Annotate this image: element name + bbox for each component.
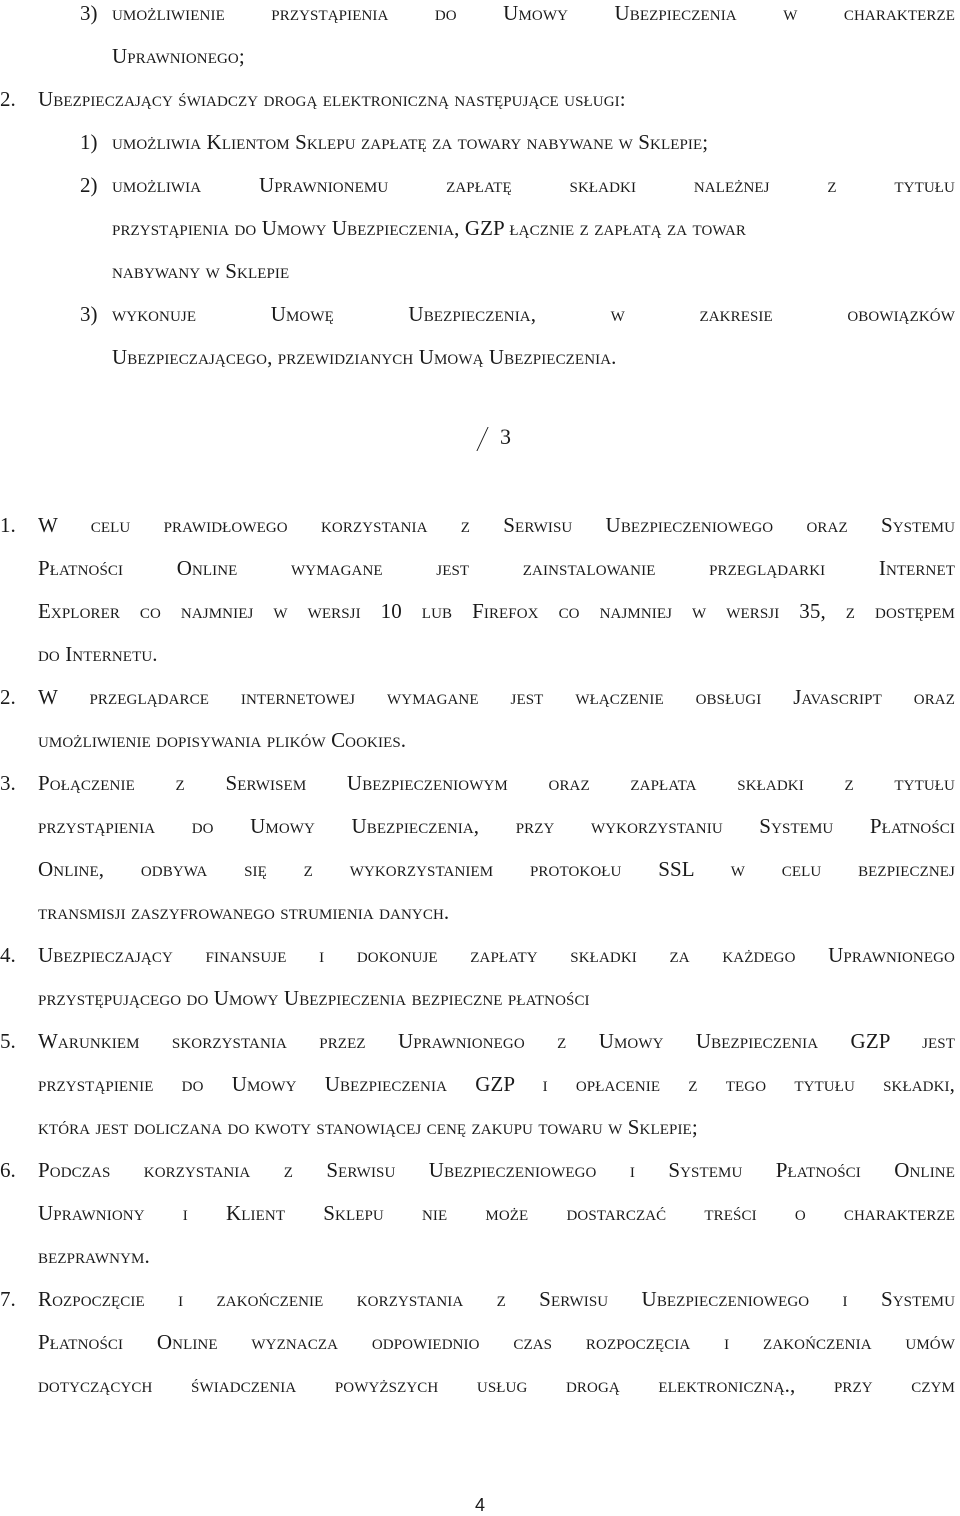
text-line: umożliwia Uprawnionemu zapłatę składki należnej z tytułu [112, 173, 955, 197]
text-line: która jest doliczana do kwoty stanowiącej cenę zakupu towaru w Sklepie; [38, 1115, 698, 1139]
text-line: umożliwia Klientom Sklepu zapłatę za towary nabywane w Sklepie; [112, 130, 709, 154]
text-line: przystąpienie do Umowy Ubezpieczenia GZP i opłacenie z tego tytułu składki, [38, 1072, 955, 1096]
section-sign-icon [476, 427, 498, 451]
text-line: do Internetu. [38, 642, 158, 666]
text-line: W celu prawidłowego korzystania z Serwisu Ubezpieczeniowego oraz Systemu [38, 513, 955, 537]
list-number: 3) [80, 1, 98, 25]
text-line: Warunkiem skorzystania przez Uprawnionego z Umowy Ubezpieczenia GZP jest [38, 1029, 955, 1053]
text-line: Explorer co najmniej w wersji 10 lub Firefox co najmniej w wersji 35, z dostępem [38, 599, 955, 623]
text-line: dotyczących świadczenia powyższych usług drogą elektroniczną., przy czym [38, 1373, 955, 1397]
page-number: 4 [474, 1495, 485, 1515]
list-number: 2. [0, 685, 16, 709]
text-line: wykonuje Umowę Ubezpieczenia, w zakresie obowiązków [112, 302, 955, 326]
text-line: W przeglądarce internetowej wymagane jest włączenie obsługi Javascript oraz [38, 685, 955, 709]
list-number: 3) [80, 302, 98, 326]
text-line: przystąpienia do Umowy Ubezpieczenia, przy wykorzystaniu Systemu Płatności [38, 814, 955, 838]
text-line: umożliwienie przystąpienia do Umowy Ubezpieczenia w charakterze [112, 1, 955, 25]
list-number: 1) [80, 130, 98, 154]
text-line: Online, odbywa się z wykorzystaniem protokołu SSL w celu bezpiecznej [38, 857, 955, 881]
list-number: 6. [0, 1158, 16, 1182]
list-number: 1. [0, 513, 16, 537]
text-line: umożliwienie dopisywania plików Cookies. [38, 728, 407, 752]
text-line: przystąpienia do Umowy Ubezpieczenia, GZP łącznie z zapłatą za towar [112, 216, 747, 240]
text-line: Płatności Online wymagane jest zainstalowanie przeglądarki Internet [38, 556, 955, 580]
list-number: 4. [0, 943, 16, 967]
text-line: Ubezpieczający finansuje i dokonuje zapłaty składki za każdego Uprawnionego [38, 943, 955, 967]
text-line: Ubezpieczającego, przewidzianych Umową Ubezpieczenia. [112, 345, 617, 369]
text-line: Połączenie z Serwisem Ubezpieczeniowym oraz zapłata składki z tytułu [38, 771, 955, 795]
text-line: Płatności Online wyznacza odpowiednio czas rozpoczęcia i zakończenia umów [38, 1330, 955, 1354]
text-line: bezprawnym. [38, 1244, 150, 1268]
text-line: przystępującego do Umowy Ubezpieczenia bezpieczne płatności [38, 986, 590, 1010]
text-line: transmisji zaszyfrowanego strumienia danych. [38, 900, 450, 924]
list-number: 2) [80, 173, 98, 197]
list-number: 2. [0, 87, 16, 111]
list-number: 7. [0, 1287, 16, 1311]
text-line: Rozpoczęcie i zakończenie korzystania z Serwisu Ubezpieczeniowego i Systemu [38, 1287, 955, 1311]
list-number: 5. [0, 1029, 16, 1053]
text-line: nabywany w Sklepie [112, 259, 290, 283]
list-number: 3. [0, 771, 16, 795]
section-heading [482, 424, 522, 454]
text-line: Podczas korzystania z Serwisu Ubezpieczeniowego i Systemu Płatności Online [38, 1158, 955, 1182]
section-number: 3 [500, 424, 511, 449]
text-line: Uprawniony i Klient Sklepu nie może dostarczać treści o charakterze [38, 1201, 955, 1225]
text-line: Uprawnionego; [112, 44, 245, 68]
text-line: Ubezpieczający świadczy drogą elektroniczną następujące usługi: [38, 87, 626, 111]
